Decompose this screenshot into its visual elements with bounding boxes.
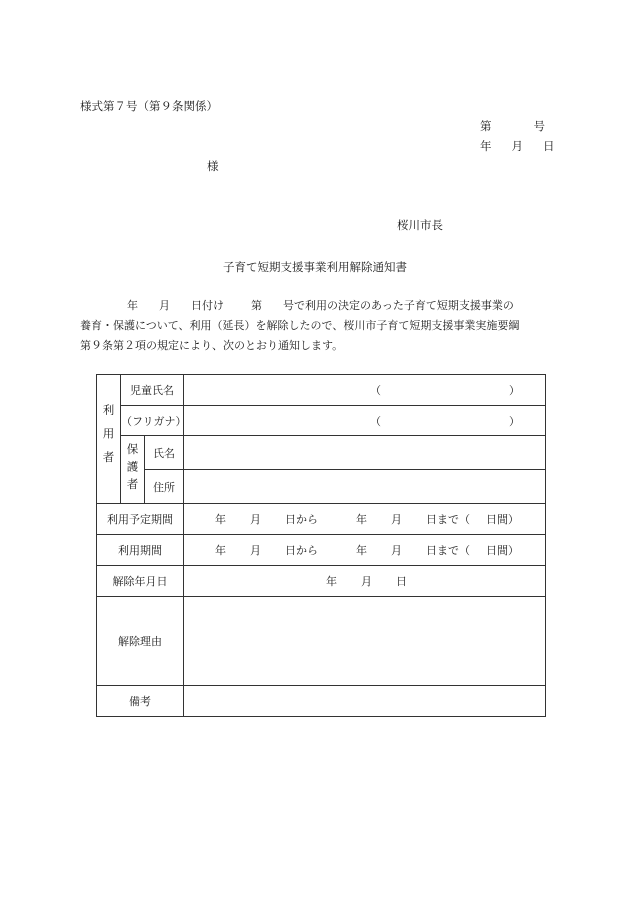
- user-label: 利用者: [101, 403, 116, 475]
- guardian-address-value[interactable]: [184, 470, 546, 504]
- planned-start-day: 日から: [285, 513, 318, 526]
- document-title: 子育て短期支援事業利用解除通知書: [223, 260, 407, 274]
- date-day: 日: [543, 139, 555, 153]
- body-text: [80, 296, 560, 356]
- notification-table: [96, 374, 546, 717]
- body-line-1-rest: 号で利用の決定のあった子育て短期支援事業の: [283, 299, 514, 312]
- guardian-name-value[interactable]: [184, 436, 546, 470]
- body-month: 月: [159, 299, 170, 312]
- addressee-suffix: 様: [207, 159, 219, 173]
- body-line-1: [80, 296, 560, 316]
- planned-days: 日間）: [486, 513, 519, 526]
- child-name-value[interactable]: [184, 375, 546, 406]
- child-name-label: 児童氏名: [121, 375, 184, 406]
- planned-period-label: 利用予定期間: [97, 504, 184, 535]
- start-day: 日から: [285, 544, 318, 557]
- child-name-paren-close: ）: [509, 384, 520, 397]
- guardian-label-cell: [121, 436, 145, 504]
- cancel-month: 月: [361, 575, 372, 588]
- reason-label: 解除理由: [97, 597, 184, 686]
- date-month: 月: [511, 139, 523, 153]
- planned-end-day: 日まで（: [426, 513, 470, 526]
- start-month: 月: [250, 544, 261, 557]
- period-label: 利用期間: [97, 535, 184, 566]
- period-value[interactable]: [184, 535, 546, 566]
- date-year: 年: [480, 139, 492, 153]
- planned-end-year: 年: [356, 513, 367, 526]
- document-number: [480, 118, 545, 134]
- planned-start-year: 年: [215, 513, 226, 526]
- reason-value[interactable]: [184, 597, 546, 686]
- body-dai: 第: [251, 299, 262, 312]
- guardian-label: 保護者: [125, 443, 140, 496]
- cancel-year: 年: [326, 575, 337, 588]
- number-suffix: 号: [533, 119, 545, 133]
- form-code: 様式第７号（第９条関係）: [80, 99, 218, 113]
- planned-start-month: 月: [250, 513, 261, 526]
- guardian-name-label: 氏名: [145, 436, 184, 470]
- planned-period-value[interactable]: [184, 504, 546, 535]
- end-year: 年: [356, 544, 367, 557]
- furigana-paren-open: （: [370, 414, 381, 428]
- number-prefix: 第: [480, 119, 492, 133]
- body-line-2: 養育・保護について、利用（延長）を解除したので、桜川市子育て短期支援事業実施要綱: [80, 319, 520, 332]
- body-line-3: 第９条第２項の規定により、次のとおり通知します。: [80, 339, 344, 352]
- start-year: 年: [215, 544, 226, 557]
- remarks-label: 備考: [97, 686, 184, 717]
- body-year: 年: [127, 299, 138, 312]
- cancel-day: 日: [396, 575, 407, 588]
- furigana-label: （フリガナ）: [121, 406, 184, 436]
- cancel-date-label: 解除年月日: [97, 566, 184, 597]
- cancel-date-value[interactable]: [184, 566, 546, 597]
- days: 日間）: [486, 544, 519, 557]
- issue-date: [480, 138, 555, 154]
- issuer: 桜川市長: [397, 218, 443, 232]
- guardian-address-label: 住所: [145, 470, 184, 504]
- user-label-cell: [97, 375, 121, 504]
- child-name-paren-open: （: [370, 384, 381, 397]
- body-dated: 日付け: [191, 299, 224, 312]
- furigana-value[interactable]: [184, 406, 546, 436]
- end-month: 月: [391, 544, 402, 557]
- remarks-value[interactable]: [184, 686, 546, 717]
- end-day: 日まで（: [426, 544, 470, 557]
- furigana-paren-close: ）: [509, 414, 520, 428]
- planned-end-month: 月: [391, 513, 402, 526]
